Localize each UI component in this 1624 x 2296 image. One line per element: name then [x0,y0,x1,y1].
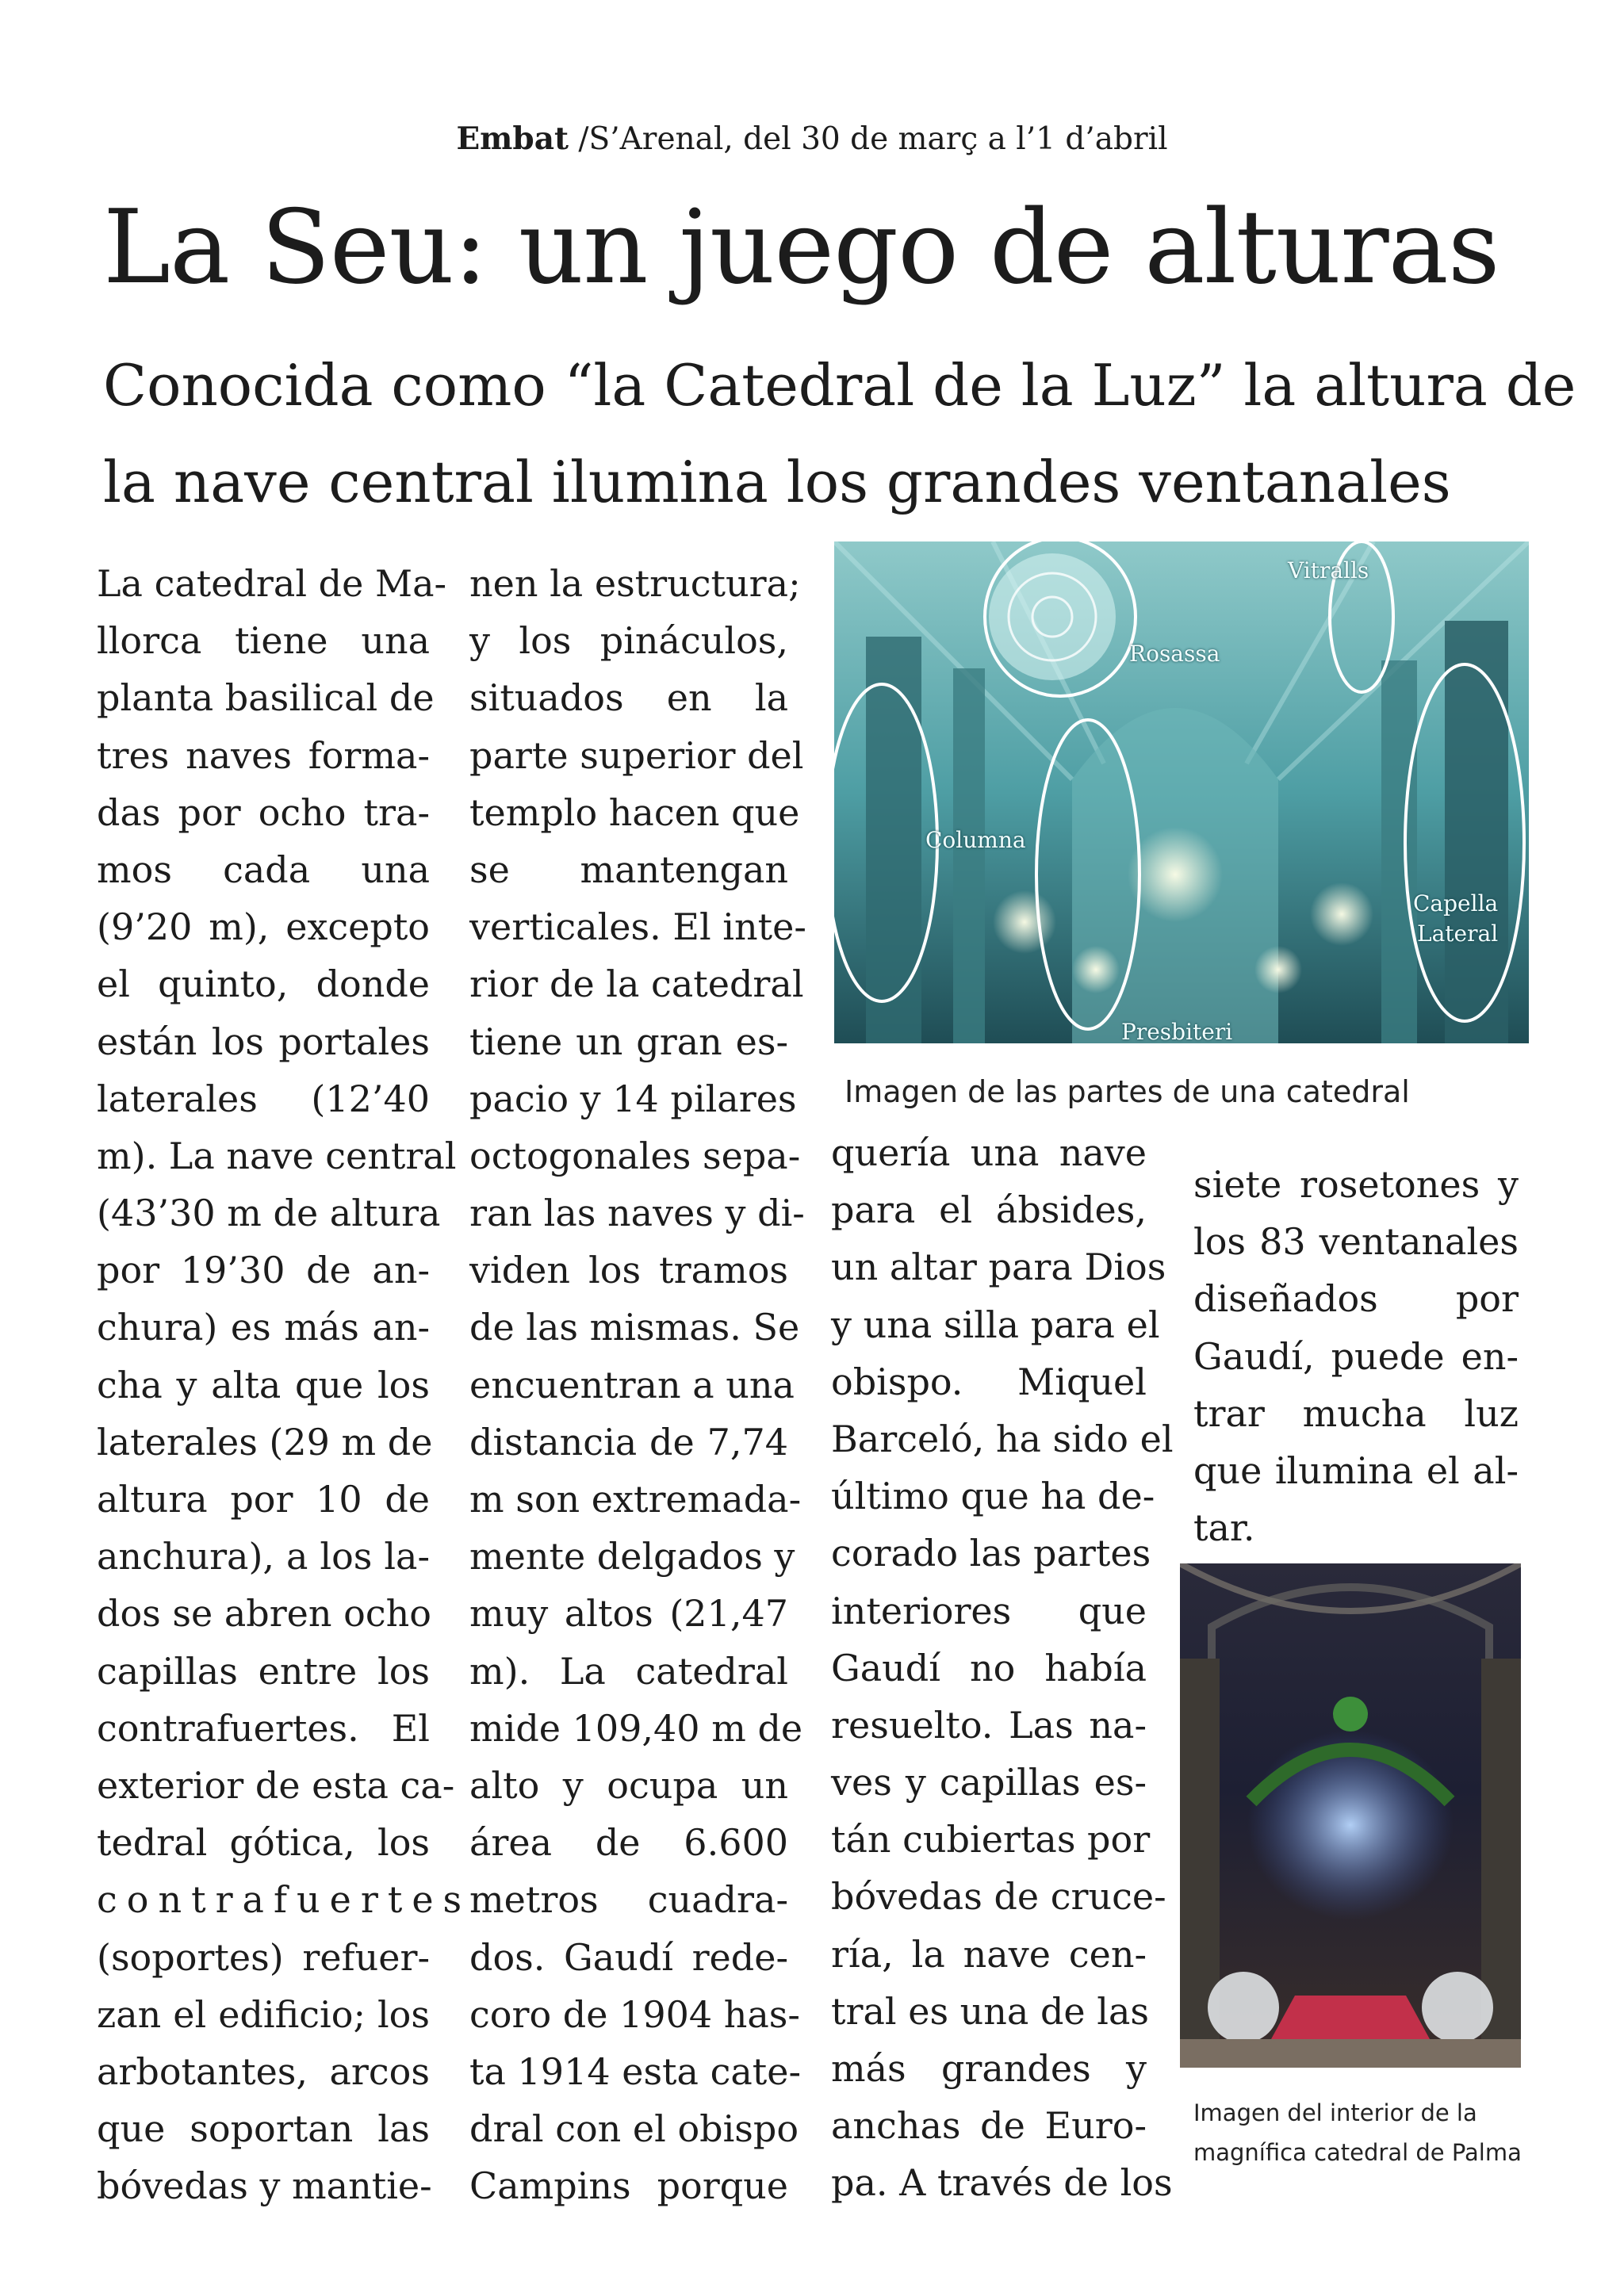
text-line: encuentran a una [469,1363,795,1406]
article-column-1 [97,555,472,2214]
text-line: trar mucha luz [1193,1391,1519,1435]
subheadline-line-1: Conocida como “la Catedral de la Luz” la altura de [103,352,1576,419]
text-line: bóvedas de cruce- [831,1875,1166,1919]
text-line: zan el edificio; los [97,1992,430,2036]
text-line: (43’30 m de altura [97,1192,441,1235]
text-line: dos se abren ocho [97,1592,431,1636]
text-line: que ilumina el al- [1193,1448,1519,1492]
text-line: y una silla para el [831,1303,1160,1346]
cathedral-parts-illustration [834,541,1529,1043]
text-line: diseñados por [1193,1277,1519,1321]
text-line: obispo. Miquel [831,1360,1147,1403]
label-capella-2: Lateral [1417,920,1499,947]
text-line: parte superior del [469,733,804,777]
dateline: /S’Arenal, del 30 de març a l’1 d’abril [568,121,1168,157]
label-presbiteri: Presbiteri [1121,1019,1233,1043]
text-line: pa. A través de los [831,2161,1173,2205]
text-line: interiores que [831,1589,1147,1632]
text-line: anchura), a los la- [97,1535,430,1578]
text-line: exterior de esta ca- [97,1763,455,1807]
text-line: pacio y 14 pilares [469,1077,797,1120]
text-line: ta 1914 esta cate- [469,2049,802,2093]
headline: La Seu: un juego de alturas [103,189,1500,307]
label-capella-1: Capella [1413,890,1499,916]
text-line: mide 109,40 m de [469,1706,803,1750]
text-line: distancia de 7,74 [469,1420,788,1464]
text-line: mos cada una [97,848,430,891]
text-line: área de 6.600 [469,1821,788,1865]
text-line: tar. [1193,1506,1255,1550]
text-line: anchas de Euro- [831,2104,1147,2148]
article-column-4 [1193,1156,1519,1556]
text-line: arbotantes, arcos [97,2049,430,2093]
palma-interior-photo [1180,1563,1521,2068]
text-line: que soportan las [97,2107,430,2151]
text-line: último que ha de- [831,1475,1155,1518]
article-column-3 [831,1124,1174,2212]
text-line: laterales (29 m de [97,1420,433,1464]
text-line: metros cuadra- [469,1878,788,1922]
text-line: están los portales [97,1020,430,1063]
text-line: los 83 ventanales [1193,1220,1519,1264]
text-line: dos. Gaudí rede- [469,1935,788,1979]
text-line: m son extremada- [469,1478,802,1521]
text-line: el quinto, donde [97,962,430,1006]
publication-name: Embat [456,121,569,157]
text-line: capillas entre los [97,1649,430,1693]
label-columna: Columna [925,827,1026,853]
text-line: tedral gótica, los [97,1821,430,1865]
text-line: por 19’30 de an- [97,1249,430,1292]
text-line: siete rosetones y [1193,1163,1519,1206]
text-line: mente delgados y [469,1535,795,1578]
text-line: situados en la [469,676,788,720]
text-line: para el ábsides, [831,1188,1147,1232]
figure1-caption: Imagen de las partes de una catedral [845,1074,1410,1109]
text-line: tral es una de las [831,1989,1150,2033]
text-line: coro de 1904 has- [469,1992,800,2036]
article-column-2 [469,555,806,2214]
text-line: tres naves forma- [97,733,430,777]
publication-header [0,119,1624,159]
label-vitralls: Vitralls [1288,557,1369,584]
text-line: laterales (12’40 [97,1077,430,1120]
text-line: chura) es más an- [97,1306,430,1349]
text-line: llorca tiene una [97,619,430,663]
label-rosassa: Rosassa [1129,641,1220,667]
text-line: resuelto. Las na- [831,1703,1147,1747]
text-line: m). La catedral [469,1649,788,1693]
text-line: y los pináculos, [469,619,788,663]
text-line: quería una nave [831,1131,1147,1174]
figure2-caption [1193,2093,1522,2172]
text-line: ves y capillas es- [831,1761,1147,1804]
text-line: un altar para Dios [831,1246,1166,1289]
text-line: ría, la nave cen- [831,1932,1147,1976]
text-line: de las mismas. Se [469,1306,800,1349]
text-line: se mantengan [469,848,788,891]
text-line: contrafuertes. El [97,1706,430,1750]
text-line: bóvedas y mantie- [97,2164,432,2208]
text-line: (9’20 m), excepto [97,905,430,949]
text-line: Gaudí, puede en- [1193,1334,1519,1378]
figure2-caption-line-1: Imagen del interior de la [1193,2099,1477,2126]
text-line: verticales. El inte- [469,905,806,949]
figure2-caption-line-2: magnífica catedral de Palma [1193,2139,1522,2166]
text-line: planta basilical de [97,676,435,720]
text-line: Campins porque [469,2164,788,2208]
text-line: más grandes y [831,2047,1147,2090]
text-line: Gaudí no había [831,1646,1147,1689]
text-line: rior de la catedral [469,962,804,1006]
text-line: viden los tramos [469,1249,788,1292]
text-line: templo hacen que [469,790,800,834]
subheadline [103,337,1576,530]
text-line: La catedral de Ma- [97,562,447,605]
cathedral-parts-photo [834,541,1529,1043]
text-line: alto y ocupa un [469,1763,788,1807]
text-line: cha y alta que los [97,1363,430,1406]
text-line: altura por 10 de [97,1478,430,1521]
text-line: tiene un gran es- [469,1020,788,1063]
text-line: ran las naves y di- [469,1192,805,1235]
palma-interior-illustration [1180,1563,1521,2068]
text-line: corado las partes [831,1532,1151,1575]
text-line: m). La nave central [97,1134,457,1177]
text-line: contrafuertes [97,1878,472,1922]
text-line: das por ocho tra- [97,790,430,834]
text-line: dral con el obispo [469,2107,799,2151]
subheadline-line-2: la nave central ilumina los grandes ventanales [103,449,1451,515]
text-line: octogonales sepa- [469,1134,801,1177]
text-line: tán cubiertas por [831,1818,1151,1862]
text-line: (soportes) refuer- [97,1935,430,1979]
text-line: nen la estructura; [469,562,801,605]
text-line: muy altos (21,47 [469,1592,788,1636]
text-line: Barceló, ha sido el [831,1417,1174,1460]
